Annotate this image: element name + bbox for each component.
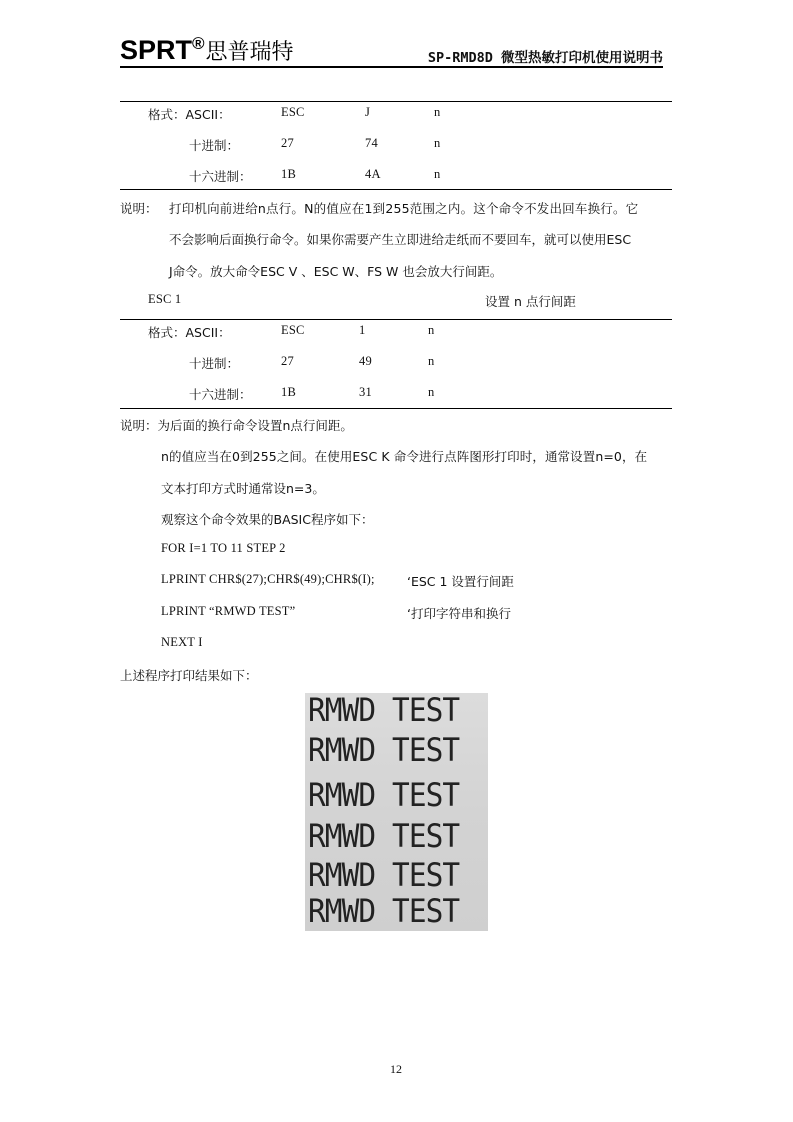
code-line: FOR I=1 TO 11 STEP 2: [161, 541, 286, 555]
description-line: 观察这个命令效果的BASIC程序如下：: [161, 512, 374, 527]
document-title: SP-RMD8D 微型热敏打印机使用说明书: [427, 50, 663, 66]
print-line: RMWD TEST: [308, 776, 460, 814]
format-label: 格式：ASCII：: [148, 107, 231, 122]
cell: ESC: [281, 323, 305, 337]
cell: n: [434, 105, 441, 119]
code-line: NEXT I: [161, 635, 203, 649]
description-line: J命令。放大命令ESC V 、ESC W、FS W 也会放大行间距。: [169, 264, 503, 279]
description-line: n的值应当在0到255之间。在使用ESC K 命令进行点阵图形打印时，通常设置n=0，在: [161, 449, 648, 464]
cell: 74: [365, 136, 378, 150]
code-comment: ‘打印字符串和换行: [407, 606, 511, 621]
brand-name-cn: 思普瑞特: [205, 40, 294, 65]
table-top-rule: [120, 319, 672, 320]
cell: 1: [359, 323, 366, 337]
result-label: 上述程序打印结果如下：: [120, 668, 258, 683]
description-first-line: 说明：为后面的换行命令设置n点行间距。: [120, 418, 353, 433]
cell: 1B: [281, 385, 296, 399]
brand-logo: [120, 34, 294, 66]
registered-mark: ®: [192, 34, 205, 53]
cell: n: [428, 354, 435, 368]
print-line: RMWD TEST: [308, 892, 460, 930]
table-bottom-rule: [120, 189, 672, 190]
cell: 27: [281, 354, 294, 368]
table-bottom-rule: [120, 408, 672, 409]
cell: n: [428, 385, 435, 399]
cell: n: [434, 136, 441, 150]
print-sample-photo: [305, 693, 488, 931]
cell: 31: [359, 385, 372, 399]
print-line: RMWD TEST: [308, 731, 460, 769]
command-title: 设置 n 点行间距: [485, 294, 576, 309]
cell: n: [434, 167, 441, 181]
format-label: 格式：ASCII：: [148, 325, 231, 340]
hex-label: 十六进制：: [189, 169, 252, 184]
code-line: LPRINT “RMWD TEST”: [161, 604, 296, 618]
description-label: 说明：: [120, 201, 158, 216]
brand-name: SPRT: [120, 35, 193, 65]
decimal-label: 十进制：: [189, 356, 240, 371]
cell: ESC: [281, 105, 305, 119]
table-top-rule: [120, 101, 672, 102]
cell: 49: [359, 354, 372, 368]
cell: n: [428, 323, 435, 337]
hex-label: 十六进制：: [189, 387, 252, 402]
print-line: RMWD TEST: [308, 817, 460, 855]
page-number: 12: [390, 1062, 402, 1076]
cell: 4A: [365, 167, 381, 181]
description-line: 文本打印方式时通常设n=3。: [161, 481, 325, 496]
code-line: LPRINT CHR$(27);CHR$(49);CHR$(I);: [161, 572, 375, 586]
cell: J: [365, 105, 371, 119]
command-name: ESC 1: [148, 292, 182, 306]
decimal-label: 十进制：: [189, 138, 240, 153]
description-line: 不会影响后面换行命令。如果你需要产生立即进给走纸而不要回车，就可以使用ESC: [169, 232, 632, 247]
description-line: 打印机向前进给n点行。N的值应在1到255范围之内。这个命令不发出回车换行。它: [169, 201, 639, 216]
print-line: RMWD TEST: [308, 693, 460, 729]
page-header: [120, 30, 663, 68]
code-comment: ‘ESC 1 设置行间距: [407, 574, 514, 589]
print-line: RMWD TEST: [308, 856, 460, 894]
cell: 1B: [281, 167, 296, 181]
cell: 27: [281, 136, 294, 150]
